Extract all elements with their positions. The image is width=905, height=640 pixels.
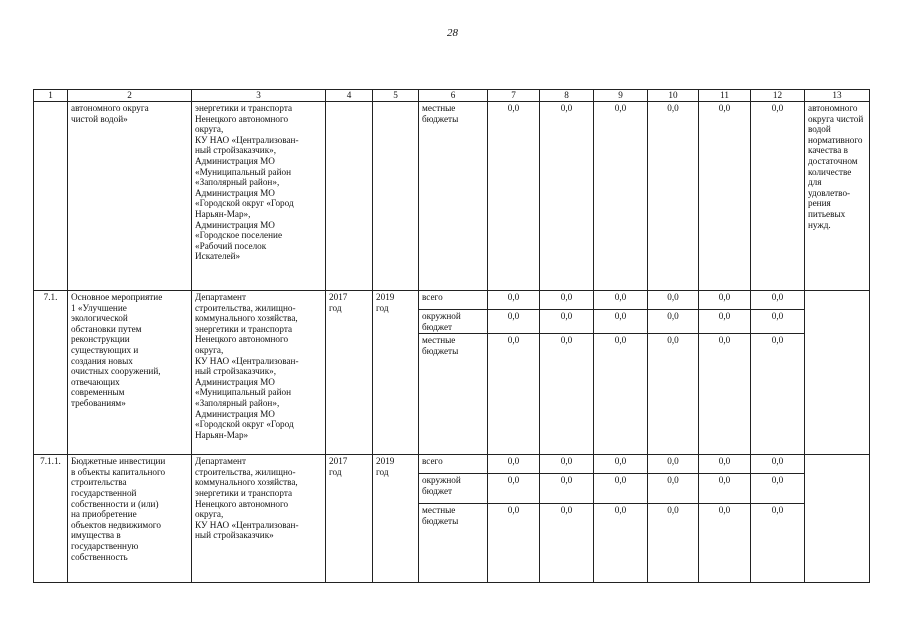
value-cell: 0,0 bbox=[751, 102, 805, 291]
table-row-continuation bbox=[34, 102, 870, 291]
funding-source-cell: всего bbox=[419, 455, 488, 474]
value-cell: 0,0 bbox=[648, 474, 699, 504]
table-row bbox=[34, 291, 870, 310]
program-table bbox=[33, 89, 870, 583]
column-header: 4 bbox=[326, 90, 373, 102]
funding-source-cell: местные бюджеты bbox=[419, 102, 488, 291]
value-cell: 0,0 bbox=[699, 474, 751, 504]
value-cell: 0,0 bbox=[751, 310, 805, 334]
index-cell bbox=[34, 102, 68, 291]
value-cell: 0,0 bbox=[488, 474, 540, 504]
value-cell: 0,0 bbox=[488, 504, 540, 583]
result-cell: автономного округа чистой водой нормативного качества в достаточном количестве для удовлетво- рения питьевых нужд. bbox=[805, 102, 870, 291]
value-cell: 0,0 bbox=[648, 310, 699, 334]
value-cell: 0,0 bbox=[751, 504, 805, 583]
column-header: 2 bbox=[68, 90, 192, 102]
funding-source-cell: окружной бюджет bbox=[419, 474, 488, 504]
value-cell: 0,0 bbox=[594, 310, 648, 334]
value-cell: 0,0 bbox=[648, 291, 699, 310]
column-header: 12 bbox=[751, 90, 805, 102]
index-cell: 7.1. bbox=[34, 291, 68, 455]
column-header: 8 bbox=[540, 90, 594, 102]
executor-cell: Департамент строительства, жилищно- коммунального хозяйства, энергетики и транспорта Ненецкого автономного округа, КУ НАО «Централизован- ный стройзаказчик», Администрация МО «Муниципальный район «Заполярный район», Администрация МО «Городской округ «Город Нарьян-Мар» bbox=[192, 291, 326, 455]
value-cell: 0,0 bbox=[648, 504, 699, 583]
value-cell: 0,0 bbox=[488, 102, 540, 291]
end-year-cell: 2019 год bbox=[373, 455, 419, 583]
value-cell: 0,0 bbox=[540, 334, 594, 455]
value-cell: 0,0 bbox=[540, 504, 594, 583]
start-year-cell: 2017 год bbox=[326, 455, 373, 583]
value-cell: 0,0 bbox=[648, 102, 699, 291]
column-header: 13 bbox=[805, 90, 870, 102]
table-row bbox=[34, 455, 870, 474]
value-cell: 0,0 bbox=[699, 102, 751, 291]
value-cell: 0,0 bbox=[699, 291, 751, 310]
funding-source-cell: местные бюджеты bbox=[419, 504, 488, 583]
result-cell bbox=[805, 291, 870, 455]
value-cell: 0,0 bbox=[594, 291, 648, 310]
value-cell: 0,0 bbox=[751, 474, 805, 504]
value-cell: 0,0 bbox=[648, 455, 699, 474]
column-header: 5 bbox=[373, 90, 419, 102]
value-cell: 0,0 bbox=[699, 334, 751, 455]
measure-name-cell: автономного округа чистой водой» bbox=[68, 102, 192, 291]
funding-source-cell: местные бюджеты bbox=[419, 334, 488, 455]
value-cell: 0,0 bbox=[594, 504, 648, 583]
start-year-cell bbox=[326, 102, 373, 291]
value-cell: 0,0 bbox=[751, 455, 805, 474]
value-cell: 0,0 bbox=[540, 291, 594, 310]
column-header: 10 bbox=[648, 90, 699, 102]
executor-cell: Департамент строительства, жилищно- коммунального хозяйства, энергетики и транспорта Ненецкого автономного округа, КУ НАО «Централизован- ный стройзаказчик» bbox=[192, 455, 326, 583]
index-cell: 7.1.1. bbox=[34, 455, 68, 583]
column-header: 9 bbox=[594, 90, 648, 102]
value-cell: 0,0 bbox=[594, 102, 648, 291]
column-number-row bbox=[34, 90, 870, 102]
value-cell: 0,0 bbox=[699, 310, 751, 334]
measure-name-cell: Основное мероприятие 1 «Улучшение экологической обстановки путем реконструкции существующих и создания новых очистных сооружений, отвечающих современным требованиям» bbox=[68, 291, 192, 455]
funding-source-cell: окружной бюджет bbox=[419, 310, 488, 334]
value-cell: 0,0 bbox=[488, 455, 540, 474]
page-number: 28 bbox=[447, 27, 458, 39]
start-year-cell: 2017 год bbox=[326, 291, 373, 455]
value-cell: 0,0 bbox=[751, 334, 805, 455]
column-header: 11 bbox=[699, 90, 751, 102]
value-cell: 0,0 bbox=[594, 334, 648, 455]
value-cell: 0,0 bbox=[540, 102, 594, 291]
value-cell: 0,0 bbox=[540, 474, 594, 504]
end-year-cell: 2019 год bbox=[373, 291, 419, 455]
value-cell: 0,0 bbox=[699, 455, 751, 474]
value-cell: 0,0 bbox=[488, 291, 540, 310]
value-cell: 0,0 bbox=[751, 291, 805, 310]
value-cell: 0,0 bbox=[594, 474, 648, 504]
value-cell: 0,0 bbox=[540, 455, 594, 474]
value-cell: 0,0 bbox=[594, 455, 648, 474]
value-cell: 0,0 bbox=[488, 334, 540, 455]
end-year-cell bbox=[373, 102, 419, 291]
executor-cell: энергетики и транспорта Ненецкого автономного округа, КУ НАО «Централизован- ный стройзаказчик», Администрация МО «Муниципальный район «Заполярный район», Администрация МО «Городской округ «Город Нарьян-Мар», Администрация МО «Городское поселение «Рабочий поселок Искателей» bbox=[192, 102, 326, 291]
funding-source-cell: всего bbox=[419, 291, 488, 310]
measure-name-cell: Бюджетные инвестиции в объекты капитального строительства государственной собственности и (или) на приобретение объектов недвижимого имущества в государственную собственность bbox=[68, 455, 192, 583]
value-cell: 0,0 bbox=[699, 504, 751, 583]
column-header: 3 bbox=[192, 90, 326, 102]
column-header: 1 bbox=[34, 90, 68, 102]
value-cell: 0,0 bbox=[540, 310, 594, 334]
column-header: 7 bbox=[488, 90, 540, 102]
value-cell: 0,0 bbox=[488, 310, 540, 334]
column-header: 6 bbox=[419, 90, 488, 102]
value-cell: 0,0 bbox=[648, 334, 699, 455]
result-cell bbox=[805, 455, 870, 583]
